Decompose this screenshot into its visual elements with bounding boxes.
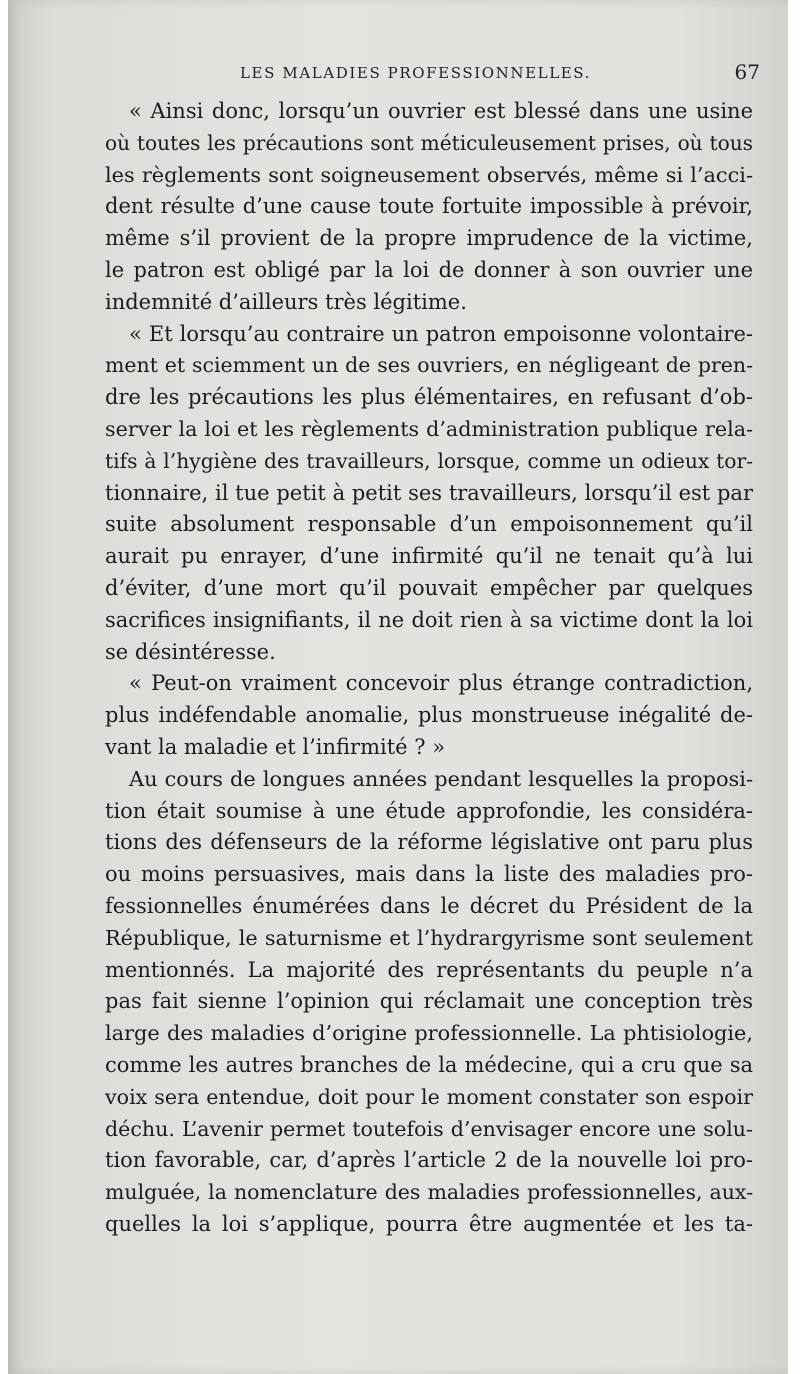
text-line: même s’il provient de la propre imprudence de la victime, [105,226,753,251]
page-header [240,58,760,88]
text-line: tionnaire, il tue petit à petit ses travailleurs, lorsqu’il est par [105,480,753,505]
text-line: le patron est obligé par la loi de donner à son ouvrier une [105,257,753,282]
text-line: d’éviter, d’une mort qu’il pouvait empêcher par quelques [105,575,753,600]
text-line: plus indéfendable anomalie, plus monstrueuse inégalité de- [105,703,753,728]
text-line: où toutes les précautions sont méticuleusement prises, où tous [105,130,753,155]
page-number: 67 [734,60,760,84]
text-line: Au cours de longues années pendant lesquelles la proposi- [129,766,753,791]
text-line: « Et lorsqu’au contraire un patron empoisonne volontaire- [129,321,753,346]
body-text [105,96,753,1241]
text-line: suite absolument responsable d’un empoisonnement qu’il [105,512,753,537]
text-line: comme les autres branches de la médecine, qui a cru que sa [105,1052,753,1077]
text-line: sacrifices insignifiants, il ne doit rien à sa victime dont la loi [105,607,753,632]
text-line: mulguée, la nomenclature des maladies professionnelles, aux- [105,1180,753,1205]
text-line: tifs à l’hygiène des travailleurs, lorsque, comme un odieux tor- [105,448,753,473]
text-line: tions des défenseurs de la réforme législative ont paru plus [105,830,753,855]
text-line: République, le saturnisme et l’hydrargyrisme sont seulement [105,925,753,950]
text-line: pas fait sienne l’opinion qui réclamait une conception très [105,989,753,1014]
page-edge [788,0,794,1374]
text-line: se désintéresse. [105,639,276,664]
text-line: les règlements sont soigneusement observés, même si l’acci- [105,162,753,187]
text-line: quelles la loi s’applique, pourra être augmentée et les ta- [105,1211,753,1236]
text-line: mentionnés. La majorité des représentants du peuple n’a [105,957,753,982]
text-line: tion était soumise à une étude approfondie, les considéra- [105,798,753,823]
text-line: indemnité d’ailleurs très légitime. [105,289,467,314]
text-line: ment et sciemment un de ses ouvriers, en négligeant de pren- [105,353,753,378]
text-line: tion favorable, car, d’après l’article 2 de la nouvelle loi pro- [105,1148,753,1173]
text-line: server la loi et les règlements d’administration publique rela- [105,416,753,441]
text-line: dent résulte d’une cause toute fortuite impossible à prévoir, [105,194,753,219]
text-line: vant la maladie et l’infirmité ? » [105,734,446,759]
text-line: large des maladies d’origine professionnelle. La phtisiologie, [105,1021,753,1046]
text-line: « Ainsi donc, lorsqu’un ouvrier est blessé dans une usine [129,99,753,123]
text-line: dre les précautions les plus élémentaires, en refusant d’ob- [105,385,753,410]
text-line: ou moins persuasives, mais dans la liste des maladies pro- [105,862,753,887]
running-title: LES MALADIES PROFESSIONNELLES. [240,64,592,82]
text-line: « Peut-on vraiment concevoir plus étrange contradiction, [129,671,753,696]
text-line: aurait pu enrayer, d’une infirmité qu’il ne tenait qu’à lui [105,544,753,569]
text-line: déchu. L’avenir permet toutefois d’envisager encore une solu- [105,1116,753,1141]
text-line: voix sera entendue, doit pour le moment constater son espoir [105,1084,753,1109]
text-line: fessionnelles énumérées dans le décret du Président de la [105,893,753,918]
